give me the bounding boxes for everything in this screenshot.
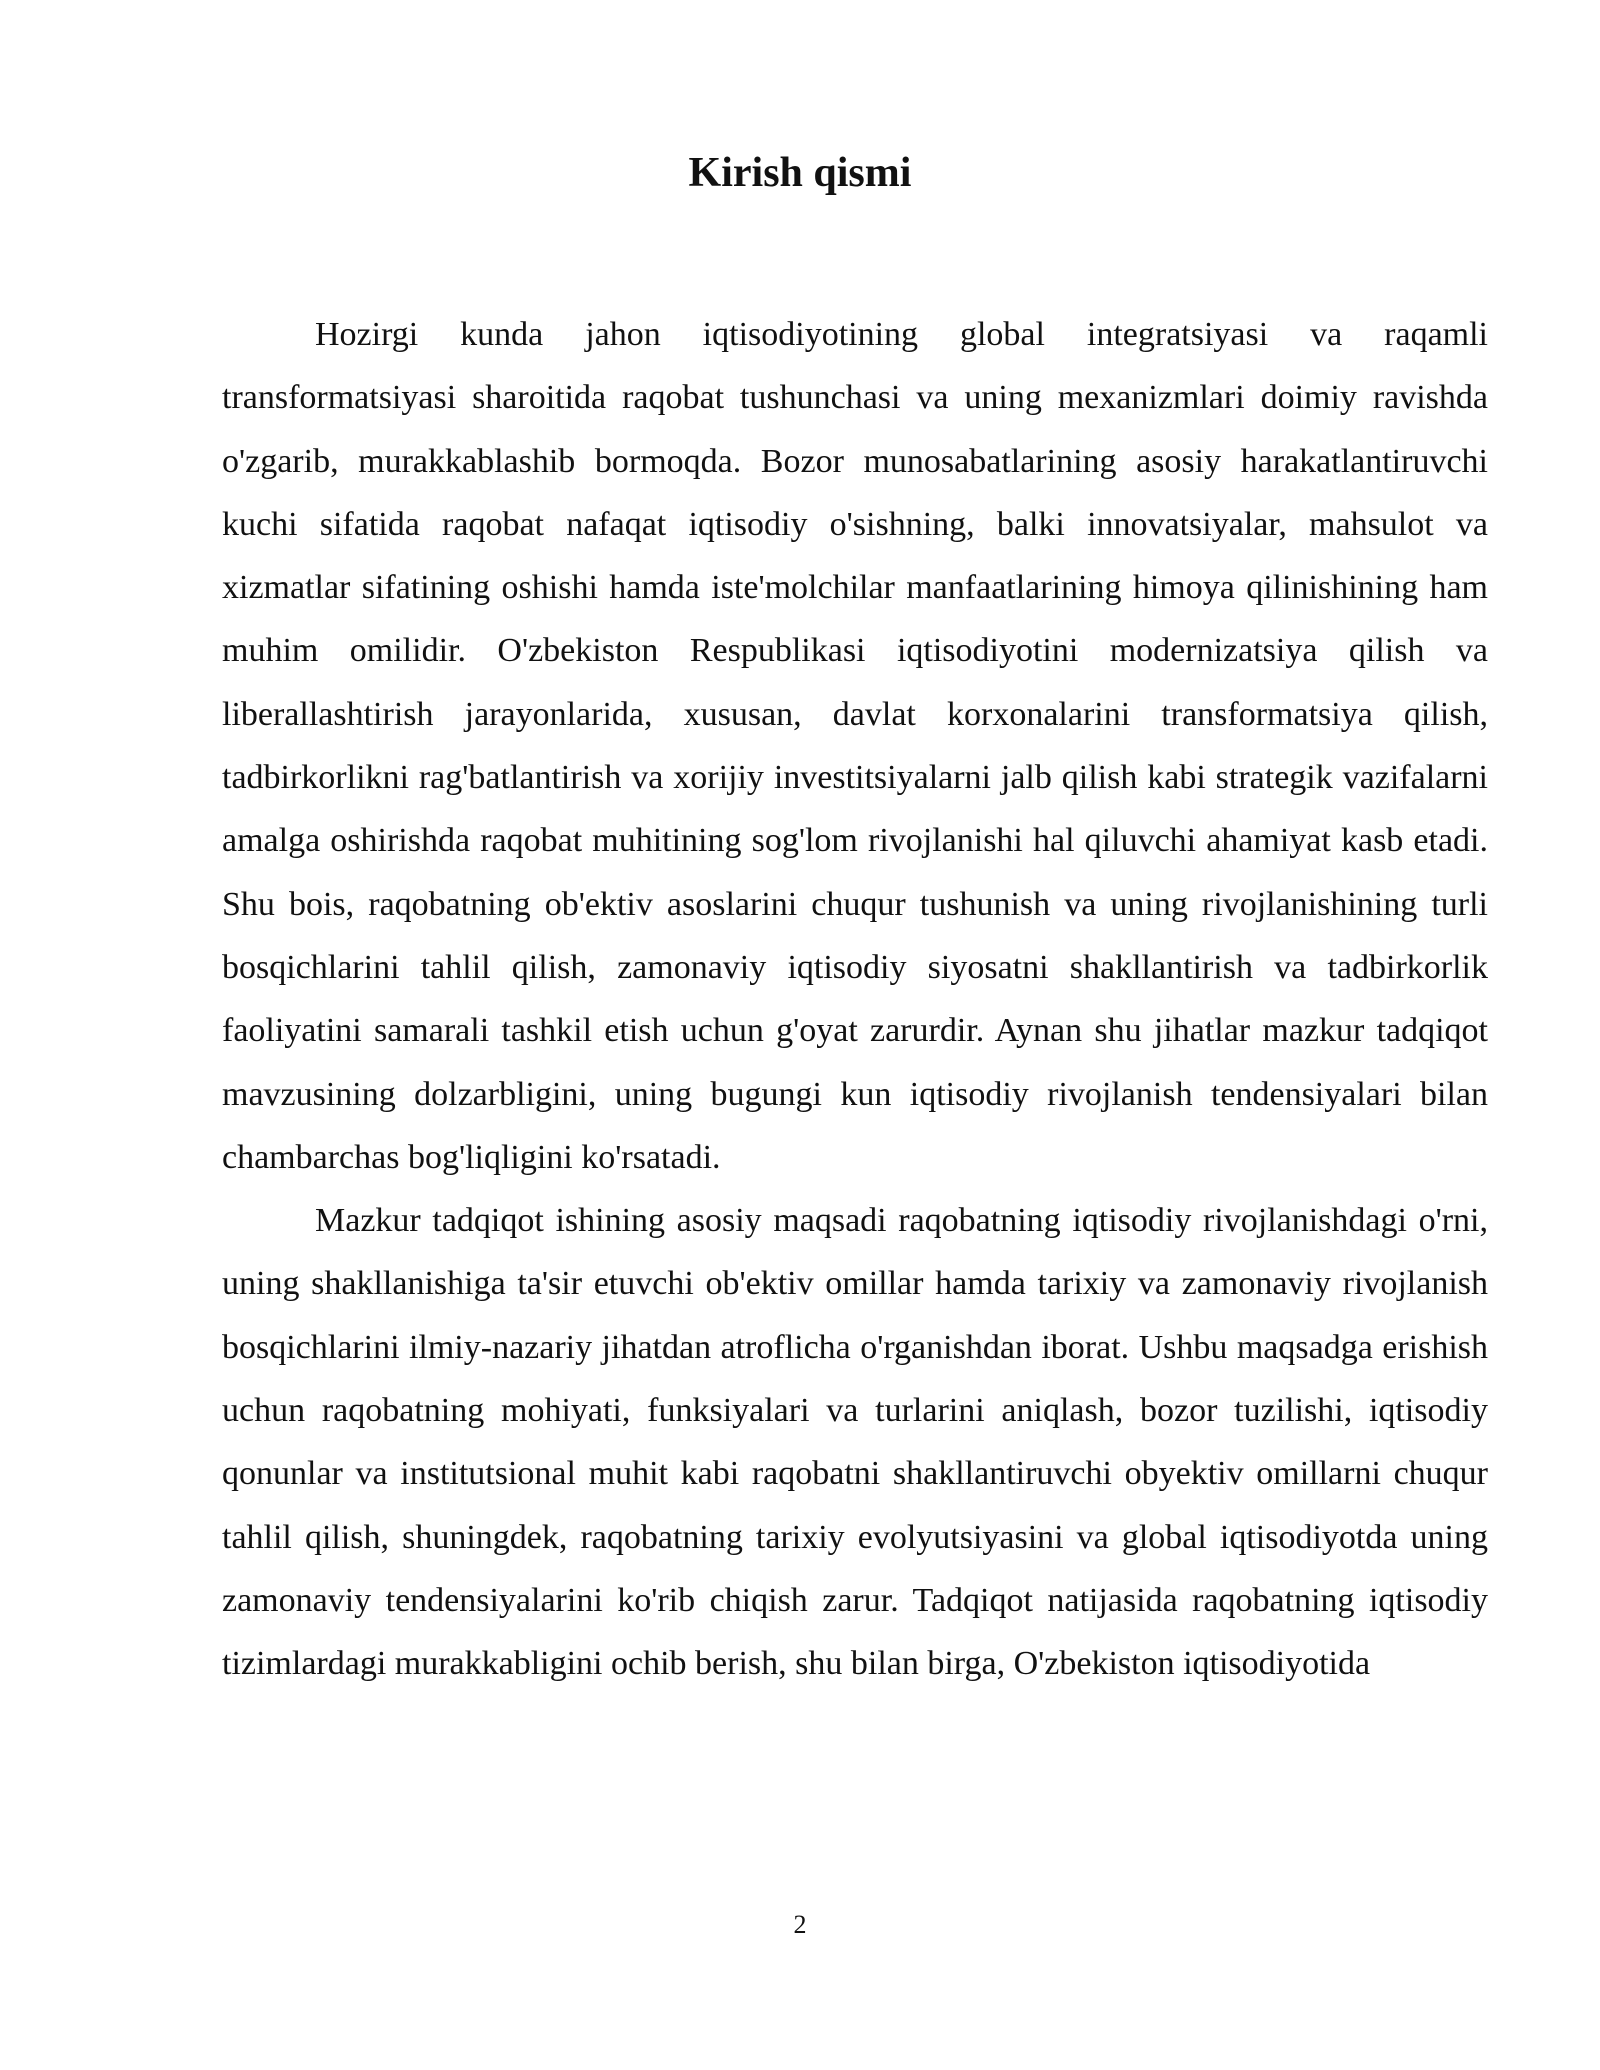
page-number: 2 (793, 1910, 807, 1939)
body-text (222, 303, 1488, 1696)
page-title: Kirish qismi (688, 150, 912, 196)
paragraph-1: Hozirgi kunda jahon iqtisodiyotining global integratsiyasi va raqamli transformatsiyasi sharoitida raqobat tushunchasi va uning mexanizmlari doimiy ravishda o'zgarib, murakkablashib bormoqda. Bozor munosabatlarining asosiy harakatlantiruvchi kuchi sifatida raqobat nafaqat iqtisodiy o'sishning, balki innovatsiyalar, mahsulot va xizmatlar sifatining oshishi hamda iste'molchilar manfaatlarining himoya qilinishining ham muhim omilidir. O'zbekiston Respublikasi iqtisodiyotini modernizatsiya qilish va liberallashtirish jarayonlarida, xususan, davlat korxonalarini transformatsiya qilish, tadbirkorlikni rag'batlantirish va xorijiy investitsiyalarni jalb qilish kabi strategik vazifalarni amalga oshirishda raqobat muhitining sog'lom rivojlanishi hal qiluvchi ahamiyat kasb etadi. Shu bois, raqobatning ob'ektiv asoslarini chuqur tushunish va uning rivojlanishining turli bosqichlarini tahlil qilish, zamonaviy iqtisodiy siyosatni shakllantirish va tadbirkorlik faoliyatini samarali tashkil etish uchun g'oyat zarurdir. Aynan shu jihatlar mazkur tadqiqot mavzusining dolzarbligini, uning bugungi kun iqtisodiy rivojlanish tendensiyalari bilan chambarchas bog'liqligini ko'rsatadi. (222, 316, 1488, 1176)
paragraph-2: Mazkur tadqiqot ishining asosiy maqsadi raqobatning iqtisodiy rivojlanishdagi o'rni, uning shakllanishiga ta'sir etuvchi ob'ektiv omillar hamda tarixiy va zamonaviy rivojlanish bosqichlarini ilmiy-nazariy jihatdan atroflicha o'rganishdan iborat. Ushbu maqsadga erishish uchun raqobatning mohiyati, funksiyalari va turlarini aniqlash, bozor tuzilishi, iqtisodiy qonunlar va institutsional muhit kabi raqobatni shakllantiruvchi obyektiv omillarni chuqur tahlil qilish, shuningdek, raqobatning tarixiy evolyutsiyasini va global iqtisodiyotda uning zamonaviy tendensiyalarini ko'rib chiqish zarur. Tadqiqot natijasida raqobatning iqtisodiy tizimlardagi murakkabligini ochib berish, shu bilan birga, O'zbekiston iqtisodiyotida (222, 1202, 1488, 1683)
